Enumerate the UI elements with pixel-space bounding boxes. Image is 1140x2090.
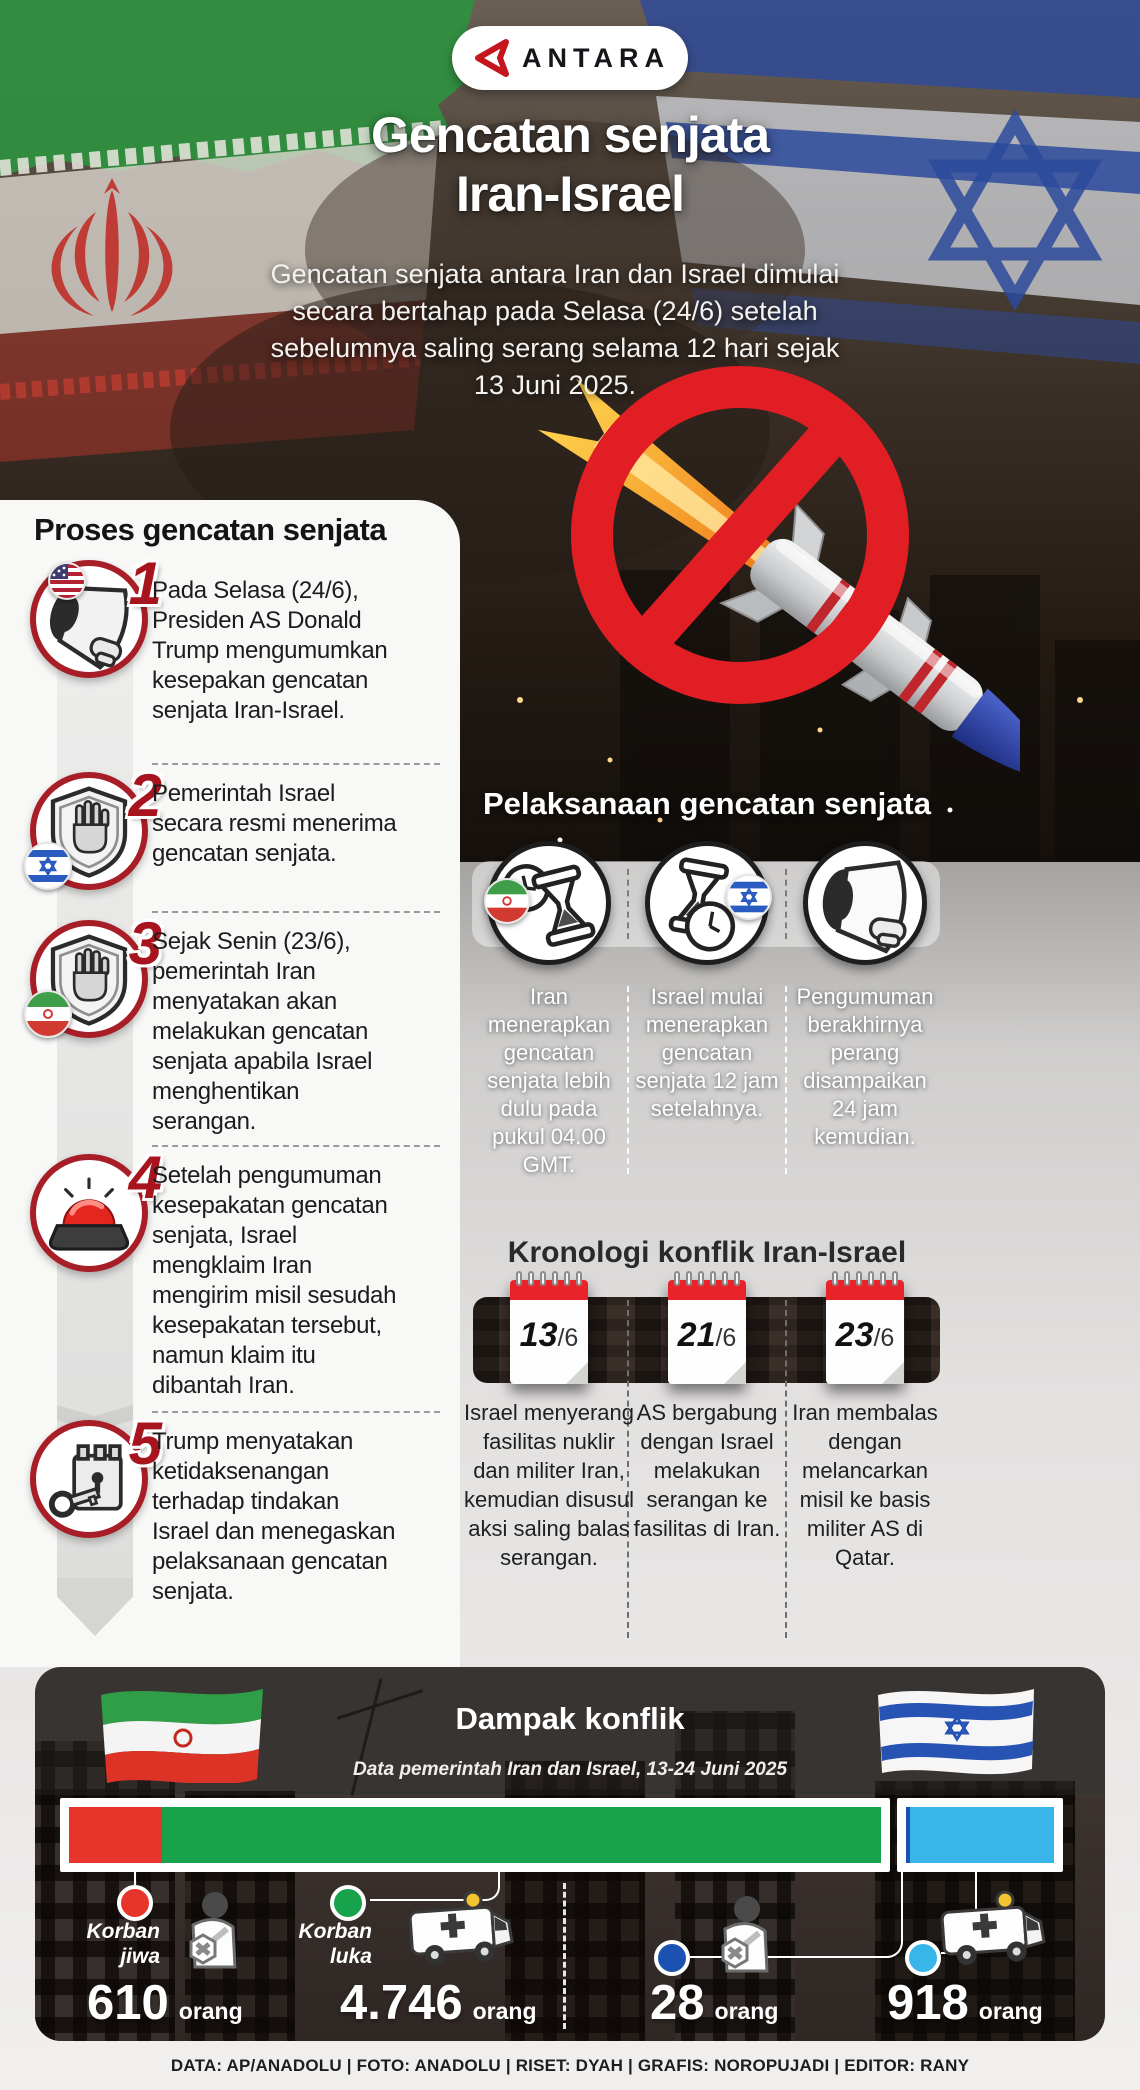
step-number: 1 (128, 550, 162, 617)
bar-segment-israel-injured (910, 1807, 1054, 1863)
israel-deaths-stat (650, 1975, 778, 2031)
alarm-button-icon (36, 1160, 142, 1266)
divider (152, 911, 440, 913)
ambulance-icon (935, 1883, 1053, 1975)
deaths-dot-israel (654, 1940, 690, 1976)
step4-text: Setelah pengumuman kesepakatan gencatan senjata, Israel mengklaim Iran mengirim misil sesudah kesepakatan tersebut, namun klaim itu dibantah Iran. (152, 1162, 397, 1399)
antara-logo-icon (470, 38, 512, 78)
event-date: 21 (677, 1316, 716, 1354)
title-line-2: Iran-Israel (455, 166, 684, 222)
calendar-icon: 13/6 (510, 1280, 588, 1384)
stat-unit: orang (472, 1998, 537, 2024)
chronology-event-2: AS bergabung dengan Israel melakukan serangan ke fasilitas di Iran. (633, 1400, 781, 1541)
hourglass-clock-israel-flag-icon (645, 841, 769, 965)
divider (152, 763, 440, 765)
chronology-heading: Kronologi konflik Iran-Israel (507, 1236, 907, 1269)
stat-value: 28 (650, 1976, 705, 2030)
israel-flag-icon (726, 874, 772, 920)
divider (563, 1883, 566, 2029)
stat-label: Korban luka (298, 1920, 372, 1968)
iran-casualty-bar (60, 1798, 890, 1872)
step2-text: Pemerintah Israel secara resmi menerima gencatan senjata. (152, 780, 397, 867)
implementation-item-3: Pengumuman berakhirnya perang disampaikan 24 jam kemudian. (796, 984, 934, 1149)
process-heading: Proses gencatan senjata (34, 512, 387, 547)
stat-unit: orang (714, 1998, 779, 2024)
brand-name: ANTARA (522, 42, 670, 73)
timeline-arrow-end (57, 1578, 133, 1636)
intro-paragraph: Gencatan senjata antara Iran dan Israel dimulai secara bertahap pada Selasa (24/6) setelah sebelumnya saling serang selama 12 hari sejak 13 Juni 2025. (270, 259, 840, 400)
step-number: 4 (128, 1144, 162, 1211)
divider (785, 986, 787, 1174)
step1-text: Pada Selasa (24/6), Presiden AS Donald Trump mengumumkan kesepakan gencatan senjata Iran-Israel. (152, 577, 388, 724)
iran-flag-icon (24, 990, 72, 1038)
calendar-icon: 23/6 (826, 1280, 904, 1384)
step-number: 2 (128, 762, 162, 829)
event-date: 13 (519, 1316, 558, 1354)
process-panel (0, 500, 460, 1667)
divider (627, 986, 629, 1174)
israel-flag-icon (24, 842, 72, 890)
chronology-event-1: Israel menyerang fasilitas nuklir dan militer Iran, kemudian disusul aksi saling balas serangan. (464, 1400, 634, 1570)
step2-icon (30, 762, 162, 890)
hourglass-clock-iran-flag-icon (487, 841, 611, 965)
step5-text: Trump menyatakan ketidaksenangan terhadap tindakan Israel dan menegaskan pelaksanaan gencatan senjata. (152, 1428, 396, 1605)
step4-icon (30, 1144, 162, 1272)
injured-person-icon (175, 1889, 247, 1977)
iran-deaths-stat (87, 1975, 243, 2031)
antara-logo (452, 26, 688, 90)
step5-icon (30, 1410, 162, 1538)
credits-bar (0, 2042, 1140, 2090)
us-flag-icon (48, 562, 86, 600)
impact-panel (35, 1667, 1105, 2041)
divider (152, 1145, 440, 1147)
padlock-key-icon (36, 1426, 142, 1532)
step1-icon (30, 550, 162, 678)
divider (152, 1411, 440, 1413)
divider (785, 869, 787, 939)
stat-value: 918 (887, 1976, 969, 2030)
page-title (170, 106, 970, 224)
title-line-1: Gencatan senjata (370, 107, 770, 163)
step-number: 3 (128, 910, 162, 977)
step3-icon (30, 910, 162, 1038)
israel-injured-stat (887, 1975, 1043, 2031)
deaths-dot-iran (117, 1885, 153, 1921)
divider (627, 869, 629, 939)
ambulance-icon (403, 1883, 521, 1975)
impact-subtitle: Data pemerintah Iran dan Israel, 13-24 Juni 2025 (352, 1759, 788, 1780)
implementation-item-2: Israel mulai menerapkan gencatan senjata 12 jam setelahnya. (635, 984, 779, 1121)
implementation-heading: Pelaksanaan gencatan senjata (482, 786, 931, 821)
calendar-icon: 21/6 (668, 1280, 746, 1384)
stat-label: Korban jiwa (86, 1920, 160, 1968)
injured-dot-iran (330, 1885, 366, 1921)
israel-casualty-bar (897, 1798, 1063, 1872)
bar-segment-iran-deaths (69, 1807, 162, 1863)
stat-unit: orang (978, 1998, 1043, 2024)
stat-unit: orang (178, 1998, 243, 2024)
iran-flag-icon (484, 878, 530, 924)
credits-text: DATA: AP/ANADOLU | FOTO: ANADOLU | RISET: DYAH | GRAFIS: NOROPUJADI | EDITOR: RANY (170, 2056, 970, 2075)
chronology-event-3: Iran membalas dengan melancarkan misil ke basis militer AS di Qatar. (792, 1400, 938, 1570)
bar-segment-iran-injured (162, 1807, 881, 1863)
megaphone-icon (803, 841, 927, 965)
iran-injured-stat (340, 1975, 537, 2031)
stat-value: 610 (87, 1976, 169, 2030)
implementation-item-1: Iran menerapkan gencatan senjata lebih dulu pada pukul 04.00 GMT. (487, 984, 611, 1177)
injured-person-icon (707, 1893, 779, 1981)
event-date: 23 (835, 1316, 874, 1354)
step3-text: Sejak Senin (23/6), pemerintah Iran menyatakan akan melakukan gencatan senjata apabila Israel menghentikan serangan. (152, 928, 373, 1135)
impact-heading: Dampak konflik (455, 1701, 685, 1736)
stat-value: 4.746 (340, 1976, 463, 2030)
step-number: 5 (128, 1410, 162, 1477)
